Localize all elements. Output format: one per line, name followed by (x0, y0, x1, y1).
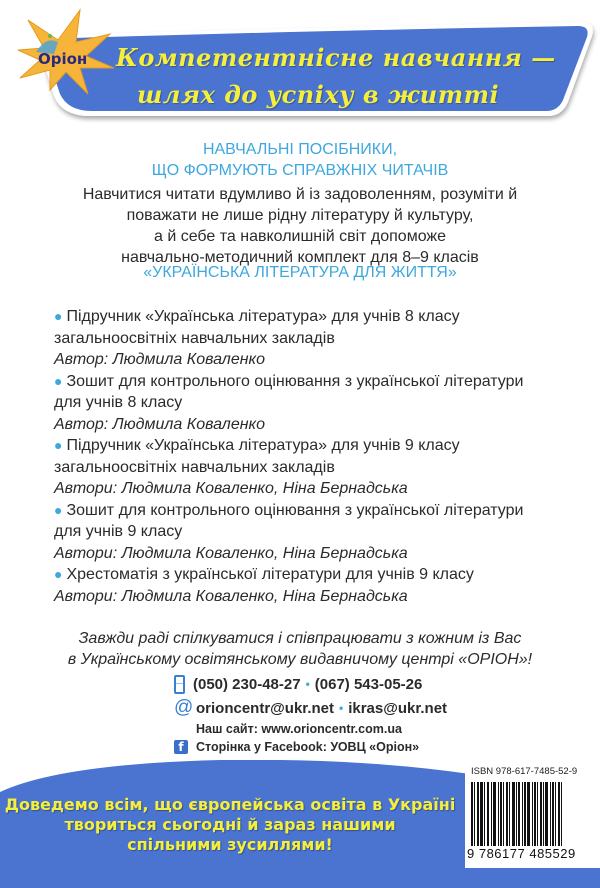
slogan-line: спільними зусиллями! (127, 835, 333, 854)
isbn-label: ISBN 978-617-7485-52-9 (471, 766, 578, 777)
book-title-cont: для учнів 8 класу (54, 394, 183, 411)
book-title-cont: загальноосвітніх навчальних закладів (54, 329, 335, 347)
book-item (54, 306, 574, 371)
banner-title-line1: Компетентнісне навчання — (116, 43, 556, 72)
book-item (54, 371, 574, 436)
intro-line: Навчитися читати вдумливо й із задоволенням, розуміти й (82, 186, 518, 203)
book-title-cont: загальноосвітніх навчальних закладів (54, 458, 335, 476)
header-banner (0, 0, 600, 130)
bullet-icon: ● (54, 308, 63, 324)
book-title: Зошит для контрольного оцінювання з української літератури (66, 372, 524, 390)
book-title: Підручник «Українська література» для учнів 9 класу (66, 437, 460, 454)
email-at-icon: @ (174, 697, 194, 718)
bullet-icon: ● (54, 566, 63, 582)
book-title-cont: для учнів 9 класу (54, 523, 183, 540)
facebook-icon: f (174, 740, 188, 754)
book-title: Підручник «Українська література» для учнів 8 класу (66, 308, 460, 325)
isbn-barcode-box (465, 760, 600, 868)
series-title: «УКРАЇНСЬКА ЛІТЕРАТУРА ДЛЯ ЖИТТЯ» (143, 264, 457, 281)
contacts-block (174, 672, 474, 756)
section-heading (0, 139, 600, 181)
bullet-icon: ● (54, 437, 63, 453)
book-author: Автор: Людмила Коваленко (54, 351, 265, 368)
book-item (54, 435, 574, 500)
website-row (174, 720, 474, 738)
closing-line1: Завжди раді спілкуватися і співпрацювати з кожним із Вас (78, 630, 522, 647)
facebook-row (174, 738, 474, 756)
barcode-icon (471, 782, 589, 846)
book-item (54, 500, 574, 565)
book-title: Зошит для контрольного оцінювання з української літератури (66, 501, 524, 519)
book-list (54, 306, 574, 607)
bullet-icon: ● (54, 501, 63, 518)
book-author: Автор: Людмила Коваленко (54, 415, 265, 433)
intro-paragraph (0, 184, 600, 268)
separator-dot: • (305, 677, 310, 691)
slogan-line: Доведемо всім, що європейська освіта в Україні (4, 795, 456, 814)
orion-logo-text: Оріон (38, 50, 88, 68)
closing-line2: в Українському освітянському видавничому центрі «ОРІОН»! (67, 651, 533, 668)
heading-line2: ЩО ФОРМУЮТЬ СПРАВЖНІХ ЧИТАЧІВ (151, 162, 449, 179)
email-row (174, 696, 474, 720)
bullet-icon: ● (54, 372, 63, 389)
barcode-number: 9 786177 485529 (467, 846, 576, 861)
intro-line: поважати не лише рідну літературу й культуру, (126, 207, 474, 224)
book-title: Хрестоматія з української літератури для учнів 9 класу (66, 566, 474, 583)
book-item (54, 564, 574, 607)
phone-1[interactable]: (050) 230-48-27 (193, 675, 301, 693)
facebook-link[interactable]: Сторінка у Facebook: УОВЦ «Оріон» (196, 740, 420, 754)
banner-title-line2: шлях до успіху в житті (137, 80, 500, 109)
separator-dot: • (338, 701, 344, 715)
phone-row (174, 672, 474, 696)
heading-line1: НАВЧАЛЬНІ ПОСІБНИКИ, (202, 141, 398, 158)
intro-line: а й себе та навколишній світ допоможе (153, 228, 447, 245)
email-2[interactable]: ikras@ukr.net (348, 699, 448, 717)
book-author: Автори: Людмила Коваленко, Ніна Бернадська (54, 480, 408, 497)
book-author: Автори: Людмила Коваленко, Ніна Бернадська (54, 587, 408, 605)
phone-2[interactable]: (067) 543-05-26 (314, 675, 423, 693)
intro-line: навчально-методичний комплект для 8–9 класів (121, 249, 479, 266)
book-author: Автори: Людмила Коваленко, Ніна Бернадська (54, 544, 408, 562)
footer-slogan (0, 795, 460, 855)
closing-message (0, 628, 600, 670)
website-link[interactable]: Наш сайт: www.orioncentr.com.ua (196, 722, 402, 736)
phone-icon (174, 675, 185, 694)
email-1[interactable]: orioncentr@ukr.net (196, 699, 334, 717)
slogan-line: твориться сьогодні й зараз нашими (64, 815, 396, 834)
